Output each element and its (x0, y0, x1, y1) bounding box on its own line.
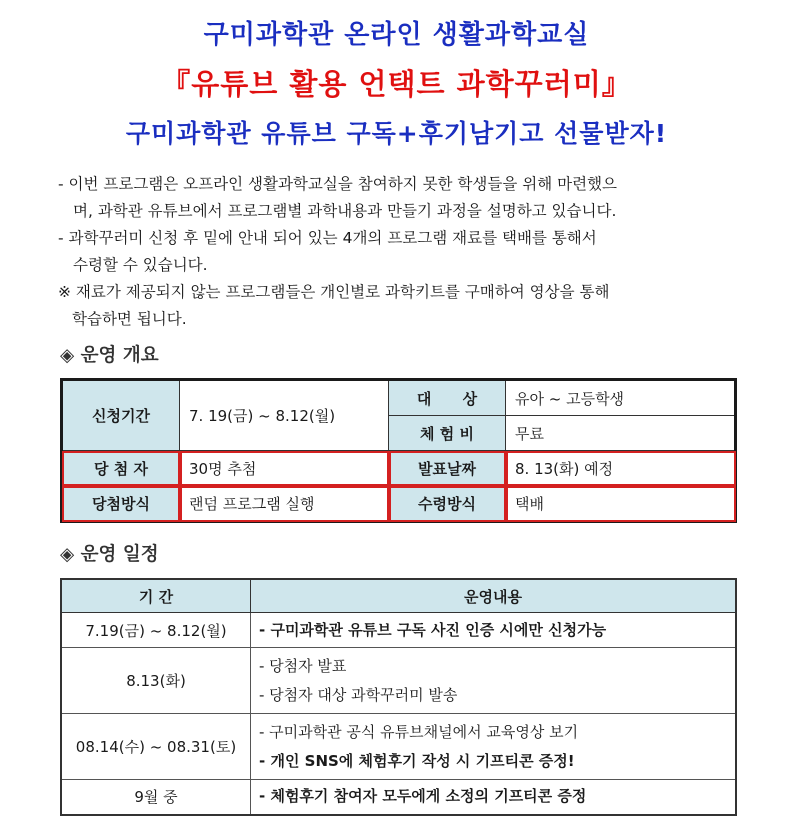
target-label: 대 상 (389, 380, 506, 416)
receive-value: 택배 (506, 486, 736, 522)
receive-label: 수령방식 (389, 486, 506, 522)
intro-line: ※ 재료가 제공되지 않는 프로그램들은 개인별로 과학키트를 구매하여 영상을 통해 (58, 283, 610, 301)
schedule-item: - 당첨자 발표 (259, 656, 347, 675)
period-label: 신청기간 (62, 380, 180, 451)
schedule-item: - 구미과학관 공식 유튜브채널에서 교육영상 보기 (259, 722, 579, 741)
title-line-2: 『유튜브 활용 언택트 과학꾸러미』 (161, 67, 632, 101)
intro-line: 학습하면 됩니다. (72, 310, 187, 328)
table-row (61, 780, 736, 815)
section-heading-overview: ◈ 운영 개요 (60, 345, 159, 366)
intro-line: 며, 과학관 유튜브에서 프로그램별 과학내용과 만들기 과정을 설명하고 있습니다. (73, 202, 617, 220)
schedule-period: 7.19(금) ~ 8.12(월) (61, 613, 251, 648)
fee-value: 무료 (506, 416, 736, 451)
winner-label: 당 첨 자 (62, 451, 180, 486)
method-value: 랜덤 프로그램 실행 (180, 486, 389, 522)
schedule-period: 9월 중 (61, 780, 251, 815)
schedule-item: - 구미과학관 유튜브 구독 사진 인증 시에만 신청가능 (259, 620, 607, 639)
schedule-period: 8.13(화) (61, 648, 251, 714)
announce-label: 발표날짜 (389, 451, 506, 486)
intro-line: - 과학꾸러미 신청 후 밑에 안내 되어 있는 4개의 프로그램 재료를 택배를 통해서 (58, 229, 597, 247)
schedule-head-content: 운영내용 (251, 579, 737, 613)
schedule-table (60, 578, 737, 816)
table-row (61, 648, 736, 714)
schedule-item: - 당첨자 대상 과학꾸러미 발송 (259, 685, 458, 704)
announce-value: 8. 13(화) 예정 (506, 451, 736, 486)
intro-text (58, 171, 748, 333)
title-line-3: 구미과학관 유튜브 구독+후기남기고 선물받자! (125, 119, 668, 148)
fee-label: 체 험 비 (389, 416, 506, 451)
intro-line: 수령할 수 있습니다. (73, 256, 208, 274)
winner-value: 30명 추첨 (180, 451, 389, 486)
schedule-item: - 체험후기 참여자 모두에게 소정의 기프티콘 증정 (259, 787, 587, 806)
schedule-item: - 개인 SNS에 체험후기 작성 시 기프티콘 증정! (259, 751, 575, 770)
target-value: 유아 ~ 고등학생 (506, 380, 736, 416)
table-row (61, 613, 736, 648)
title-line-1: 구미과학관 온라인 생활과학교실 (203, 20, 590, 50)
period-value: 7. 19(금) ~ 8.12(월) (180, 380, 389, 451)
section-heading-schedule: ◈ 운영 일정 (60, 544, 159, 565)
overview-table (60, 378, 737, 523)
schedule-head-period: 기 간 (61, 579, 251, 613)
method-label: 당첨방식 (62, 486, 180, 522)
schedule-period: 08.14(수) ~ 08.31(토) (61, 714, 251, 780)
table-row (61, 714, 736, 780)
intro-line: - 이번 프로그램은 오프라인 생활과학교실을 참여하지 못한 학생들을 위해 마련했으 (58, 175, 618, 193)
